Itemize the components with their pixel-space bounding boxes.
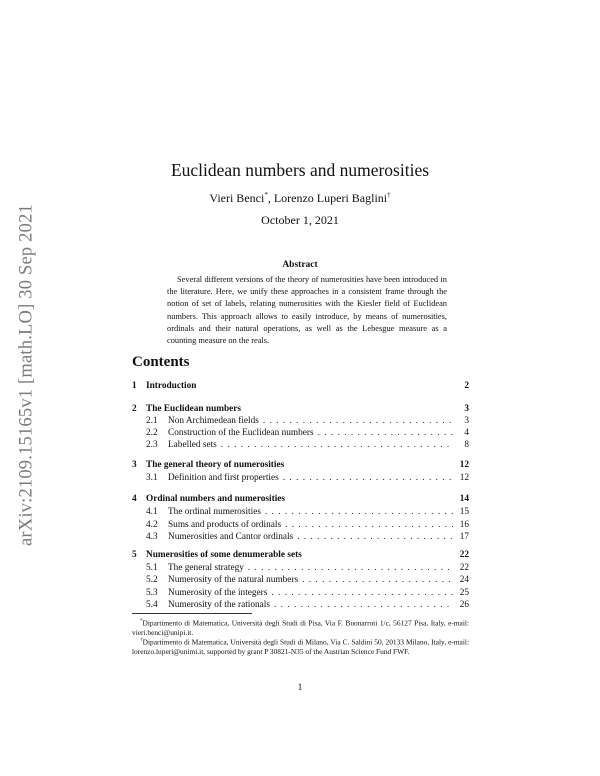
toc-entry-number: 2.1: [146, 416, 158, 426]
footnote-mark: †: [140, 638, 143, 643]
arxiv-sidebar-stamp: [14, 180, 40, 570]
toc-subsection-entry[interactable]: [132, 588, 469, 598]
abstract-text: Several different versions of the theory of numerosities have been introduced in the literature. Here, we unify these approaches in a consistent frame through the notion of set of labels, relating numerosities with the Kiesler field of Euclidean numbers. This approach allows to easily introduce, by means of numerosities, ordinals and their natural operations, as well as the Lebesgue measure as a counting measure on the reals.: [167, 275, 447, 346]
toc-entry-number: 5.3: [146, 588, 158, 598]
toc-entry-title: Definition and first properties: [168, 473, 279, 483]
toc-entry-number: 3.1: [146, 473, 158, 483]
toc-entry-title: Labelled sets: [168, 440, 217, 450]
toc-entry-page: 14: [459, 494, 469, 504]
contents-heading: Contents: [132, 354, 190, 370]
toc-subsection-entry[interactable]: [132, 600, 469, 610]
toc-subsection-entry[interactable]: [132, 520, 469, 530]
toc-subsection-entry[interactable]: [132, 575, 469, 585]
toc-subsection-entry[interactable]: [132, 428, 469, 438]
paper-title: Euclidean numbers and numerosities: [170, 160, 430, 180]
toc-entry-page: 15: [459, 507, 469, 517]
footnote-benci: [132, 617, 469, 638]
toc-entry-number: 5: [132, 550, 137, 560]
toc-entry-number: 5.4: [146, 600, 158, 610]
toc-entry-number: 3: [132, 460, 137, 470]
toc-section-entry[interactable]: [132, 550, 469, 560]
toc-entry-page: 17: [459, 532, 469, 542]
toc-entry-title: Ordinal numbers and numerosities: [146, 494, 286, 504]
toc-section-entry[interactable]: [132, 460, 469, 470]
toc-entry-page: 25: [459, 588, 469, 598]
toc-dot-leader: [265, 507, 453, 517]
toc-entry-page: 8: [464, 440, 469, 450]
toc-subsection-entry[interactable]: [132, 563, 469, 573]
footnote-luperi: [132, 636, 469, 657]
toc-entry-number: 4.2: [146, 520, 158, 530]
toc-entry-page: 12: [459, 460, 469, 470]
toc-entry-number: 4.1: [146, 507, 158, 517]
toc-entry-number: 1: [132, 381, 137, 391]
toc-entry-page: 3: [464, 416, 469, 426]
toc-entry-page: 4: [464, 428, 469, 438]
toc-section-entry[interactable]: [132, 494, 469, 504]
toc-entry-number: 2.2: [146, 428, 158, 438]
author-benci: Vieri Benci: [209, 191, 265, 205]
toc-entry-page: 22: [459, 563, 469, 573]
toc-entry-title: Non Archimedean fields: [168, 416, 259, 426]
arxiv-id: arXiv:2109.15165v1 [math.LO] 30 Sep 2021: [16, 204, 37, 546]
footnote-text: Dipartimento di Matematica, Università degli Studi di Pisa, Via F. Buonarroti 1/c, 56127 Pisa, Italy, e-mail: vieri.benci@unipi.it.: [132, 618, 469, 638]
toc-entry-title: Numerosity of the natural numbers: [168, 575, 299, 585]
toc-entry-title: Construction of the Euclidean numbers: [168, 428, 314, 438]
toc-dot-leader: [263, 416, 453, 426]
toc-dot-leader: [318, 428, 453, 438]
toc-entry-title: Numerosities and Cantor ordinals: [168, 532, 294, 542]
toc-entry-number: 5.2: [146, 575, 158, 585]
toc-entry-page: 12: [459, 473, 469, 483]
toc-entry-page: 26: [459, 600, 469, 610]
toc-entry-title: Introduction: [146, 381, 197, 391]
page-number: 1: [297, 683, 303, 693]
toc-entry-page: 16: [459, 520, 469, 530]
toc-subsection-entry[interactable]: [132, 416, 469, 426]
toc-entry-title: Numerosities of some denumerable sets: [146, 550, 302, 560]
toc-dot-leader: [274, 600, 453, 610]
toc-entry-page: 2: [464, 381, 469, 391]
toc-entry-page: 3: [464, 404, 469, 414]
toc-entry-number: 5.1: [146, 563, 158, 573]
toc-dot-leader: [248, 563, 453, 573]
toc-entry-title: The Euclidean numbers: [146, 404, 242, 414]
footnote-divider: [132, 613, 252, 614]
toc-entry-number: 4.3: [146, 532, 158, 542]
toc-dot-leader: [302, 575, 453, 585]
toc-entry-number: 4: [132, 494, 137, 504]
toc-entry-page: 24: [459, 575, 469, 585]
toc-entry-title: Sums and products of ordinals: [168, 520, 282, 530]
author-luperi-footnote-mark[interactable]: †: [387, 191, 391, 199]
toc-dot-leader: [221, 440, 453, 450]
toc-entry-title: Numerosity of the rationals: [168, 600, 270, 610]
toc-section-entry[interactable]: [132, 404, 469, 414]
toc-entry-title: The ordinal numerosities: [168, 507, 261, 517]
footnote-mark: *: [140, 619, 143, 624]
toc-subsection-entry[interactable]: [132, 507, 469, 517]
footnote-text: Dipartimento di Matematica, Università degli Studi di Milano, Via C. Saldini 50, 20133 Milano, Italy, e-mail: lorenzo.luperi@unimi.it, supported by grant P 30821-N35 of the Austrian Science Fund FWF.: [132, 637, 470, 657]
author-benci-footnote-mark[interactable]: *: [264, 191, 268, 199]
toc-entry-page: 22: [459, 550, 469, 560]
toc-subsection-entry[interactable]: [132, 532, 469, 542]
authors-line: Vieri Benci*, Lorenzo Luperi Baglini†: [209, 191, 391, 205]
paper-date: October 1, 2021: [261, 213, 339, 227]
author-luperi-baglini: Lorenzo Luperi Baglini: [273, 191, 388, 205]
toc-subsection-entry[interactable]: [132, 473, 469, 483]
toc-section-entry[interactable]: [132, 381, 469, 391]
toc-subsection-entry[interactable]: [132, 440, 469, 450]
toc-entry-title: The general theory of numerosities: [146, 460, 285, 470]
abstract-heading: Abstract: [282, 260, 318, 270]
toc-dot-leader: [271, 588, 453, 598]
toc-dot-leader: [285, 520, 453, 530]
toc-entry-title: The general strategy: [168, 563, 244, 573]
toc-dot-leader: [297, 532, 453, 542]
toc-dot-leader: [283, 473, 453, 483]
toc-entry-number: 2: [132, 404, 137, 414]
toc-entry-title: Numerosity of the integers: [168, 588, 268, 598]
toc-entry-number: 2.3: [146, 440, 158, 450]
